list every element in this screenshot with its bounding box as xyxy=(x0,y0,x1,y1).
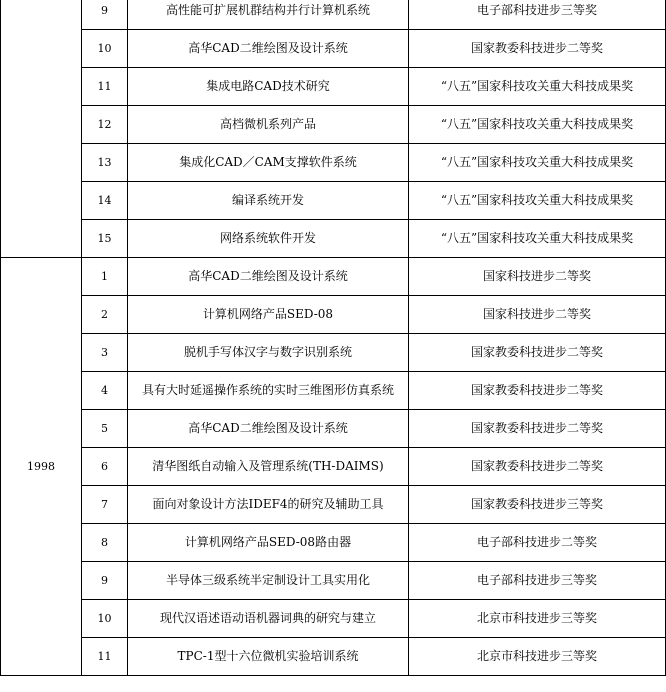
project-name-cell xyxy=(128,220,409,258)
project-name-text: 高华CAD二维绘图及设计系统 xyxy=(188,269,348,283)
row-number-cell: 14 xyxy=(82,182,128,220)
table-row xyxy=(1,410,666,448)
row-number-cell: 10 xyxy=(82,30,128,68)
project-name-text: 高华CAD二维绘图及设计系统 xyxy=(188,41,348,55)
project-name-text: 脱机手写体汉字与数字识别系统 xyxy=(183,345,352,359)
row-number-cell: 15 xyxy=(82,220,128,258)
award-text: 国家教委科技进步二等奖 xyxy=(470,459,603,473)
award-text: 国家教委科技进步三等奖 xyxy=(470,497,603,511)
award-text: 国家教委科技进步二等奖 xyxy=(470,421,603,435)
project-name-cell xyxy=(128,296,409,334)
table-row xyxy=(1,258,666,296)
project-name-cell xyxy=(128,562,409,600)
award-text: “八五”国家科技攻关重大科技成果奖 xyxy=(440,155,634,169)
row-number-cell: 10 xyxy=(82,600,128,638)
row-number-cell: 8 xyxy=(82,524,128,562)
award-cell xyxy=(409,0,666,30)
table-row xyxy=(1,30,666,68)
award-text: 国家教委科技进步二等奖 xyxy=(470,345,603,359)
table-row xyxy=(1,372,666,410)
award-cell xyxy=(409,372,666,410)
project-name-text: 半导体三级系统半定制设计工具实用化 xyxy=(165,573,370,587)
table-row xyxy=(1,182,666,220)
award-text: 国家教委科技进步二等奖 xyxy=(470,41,603,55)
project-name-text: 集成电路CAD技术研究 xyxy=(206,79,330,93)
project-name-text: TPC-1型十六位微机实验培训系统 xyxy=(177,649,359,663)
row-number-cell: 9 xyxy=(82,562,128,600)
award-cell xyxy=(409,600,666,638)
project-name-cell xyxy=(128,144,409,182)
table-row xyxy=(1,448,666,486)
year-cell: 1998 xyxy=(1,258,82,676)
project-name-line: 实时三维图形仿真系统 xyxy=(274,383,395,397)
award-cell xyxy=(409,68,666,106)
table-row xyxy=(1,144,666,182)
row-number-cell: 12 xyxy=(82,106,128,144)
award-cell xyxy=(409,30,666,68)
project-name-cell xyxy=(128,182,409,220)
award-text: 电子部科技进步三等奖 xyxy=(476,3,597,17)
project-name-text: 编译系统开发 xyxy=(231,193,304,207)
award-cell xyxy=(409,638,666,676)
award-cell xyxy=(409,296,666,334)
award-cell xyxy=(409,334,666,372)
project-name-cell xyxy=(128,0,409,30)
project-name-cell xyxy=(128,258,409,296)
row-number-cell: 5 xyxy=(82,410,128,448)
award-text: “八五”国家科技攻关重大科技成果奖 xyxy=(440,193,634,207)
award-text: “八五”国家科技攻关重大科技成果奖 xyxy=(440,231,634,245)
award-text: 国家科技进步二等奖 xyxy=(482,269,591,283)
award-text: 国家教委科技进步二等奖 xyxy=(470,383,603,397)
table-row xyxy=(1,562,666,600)
project-name-text: 清华图纸自动输入及管理系统(TH-DAIMS) xyxy=(152,459,384,473)
award-cell xyxy=(409,106,666,144)
table-row xyxy=(1,106,666,144)
project-name-text: 计算机网络产品SED-08路由器 xyxy=(184,535,352,549)
award-text: 北京市科技进步三等奖 xyxy=(476,611,597,625)
awards-table-body xyxy=(1,0,666,676)
project-name-cell xyxy=(128,106,409,144)
project-name-text: 高性能可扩展机群结构并行计算机系统 xyxy=(165,3,370,17)
project-name-cell xyxy=(128,30,409,68)
row-number-cell: 2 xyxy=(82,296,128,334)
row-number-cell: 11 xyxy=(82,68,128,106)
table-row xyxy=(1,600,666,638)
table-row xyxy=(1,486,666,524)
award-cell xyxy=(409,258,666,296)
award-cell xyxy=(409,410,666,448)
year-cell xyxy=(1,0,82,258)
project-name-cell xyxy=(128,448,409,486)
table-row xyxy=(1,638,666,676)
project-name-text: 高档微机系列产品 xyxy=(219,117,316,131)
table-row xyxy=(1,220,666,258)
project-name-cell xyxy=(128,486,409,524)
award-text: “八五”国家科技攻关重大科技成果奖 xyxy=(440,117,634,131)
award-cell xyxy=(409,562,666,600)
row-number-cell: 4 xyxy=(82,372,128,410)
project-name-text: 计算机网络产品SED-08 xyxy=(202,307,334,321)
table-row xyxy=(1,334,666,372)
row-number-cell: 6 xyxy=(82,448,128,486)
award-cell xyxy=(409,524,666,562)
table-row xyxy=(1,0,666,30)
table-row xyxy=(1,68,666,106)
project-name-cell xyxy=(128,410,409,448)
award-text: 北京市科技进步三等奖 xyxy=(476,649,597,663)
project-name-text: 网络系统软件开发 xyxy=(219,231,316,245)
project-name-cell xyxy=(128,524,409,562)
award-text: 电子部科技进步二等奖 xyxy=(476,535,597,549)
project-name-cell xyxy=(128,600,409,638)
project-name-text: 现代汉语述语动语机器词典的研究与建立 xyxy=(159,611,376,625)
award-cell xyxy=(409,182,666,220)
award-cell xyxy=(409,220,666,258)
project-name-cell xyxy=(128,638,409,676)
project-name-text: 高华CAD二维绘图及设计系统 xyxy=(188,421,348,435)
project-name-cell xyxy=(128,372,409,410)
row-number-cell: 1 xyxy=(82,258,128,296)
table-row xyxy=(1,524,666,562)
award-text: “八五”国家科技攻关重大科技成果奖 xyxy=(440,79,634,93)
row-number-cell: 3 xyxy=(82,334,128,372)
row-number-cell: 13 xyxy=(82,144,128,182)
project-name-cell xyxy=(128,334,409,372)
award-text: 电子部科技进步三等奖 xyxy=(476,573,597,587)
row-number-cell: 9 xyxy=(82,0,128,30)
table-row xyxy=(1,296,666,334)
project-name-line: 具有大时延遥操作系统的 xyxy=(141,383,274,397)
award-cell xyxy=(409,448,666,486)
award-text: 国家科技进步二等奖 xyxy=(482,307,591,321)
row-number-cell: 7 xyxy=(82,486,128,524)
project-name-text: 集成化CAD／CAM支撑软件系统 xyxy=(179,155,357,169)
project-name-cell xyxy=(128,68,409,106)
row-number-cell: 11 xyxy=(82,638,128,676)
award-cell xyxy=(409,144,666,182)
award-cell xyxy=(409,486,666,524)
project-name-text: 面向对象设计方法IDEF4的研究及辅助工具 xyxy=(152,497,384,511)
